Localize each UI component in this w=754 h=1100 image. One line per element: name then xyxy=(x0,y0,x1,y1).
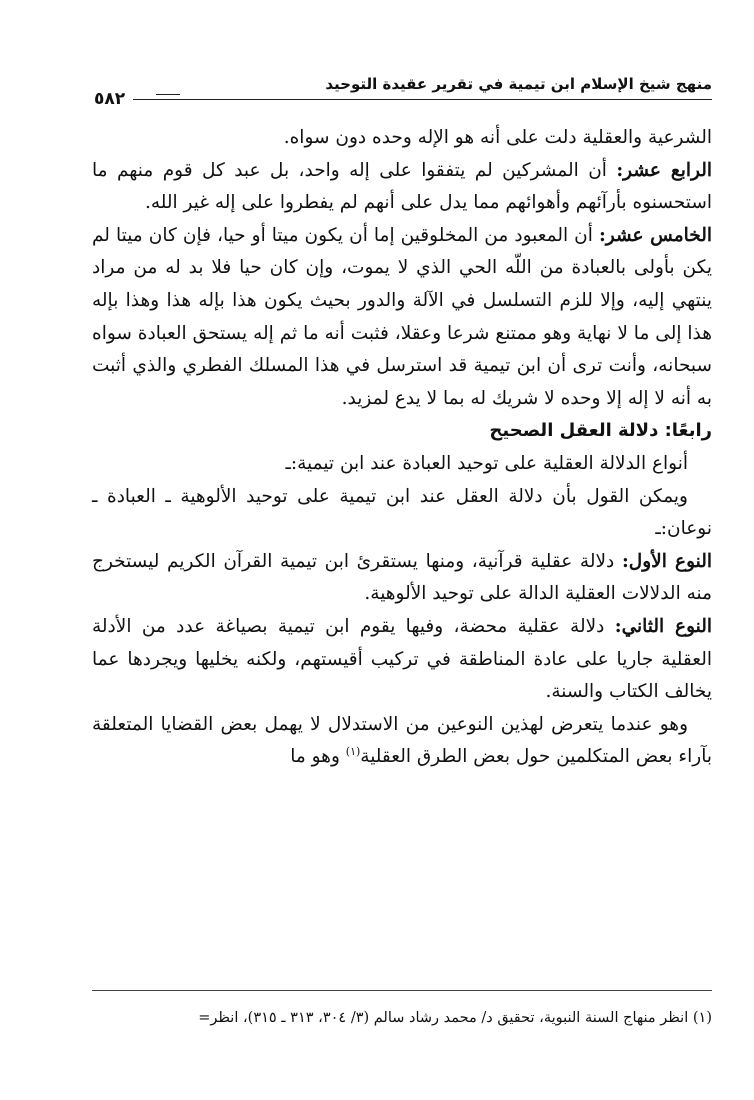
paragraph xyxy=(92,709,712,774)
paragraph xyxy=(92,155,712,220)
paragraph-text: الشرعية والعقلية دلت على أنه هو الإله وحده دون سواه. xyxy=(283,127,712,148)
footnote-reference[interactable]: (١) xyxy=(345,745,361,759)
running-title: منهج شيخ الإسلام ابن تيمية في تقرير عقيدة التوحيد xyxy=(325,75,712,93)
paragraph-text: أنواع الدلالة العقلية على توحيد العبادة عند ابن تيمية:ـ xyxy=(285,452,688,474)
paragraph-text: وهو ما xyxy=(290,746,346,768)
paragraph-text: أن المشركين لم يتفقوا على إله واحد، بل عبد كل قوم منهم ما استحسنوه بأرآئهم وأهوائهم مما يدل على أنهم لم يفطروا على إله غير الله. xyxy=(92,159,712,214)
paragraph-text: أن المعبود من المخلوقين إما أن يكون ميتا أو حيا، فإن كان ميتا لم يكن بأولى بالعبادة من اللّه الحي الذي لا يموت، وإن كان حيا فلا بد له من مراد ينتهي إليه، وإلا للزم التسلسل في الآلة والدور بحيث يكون هذا بإله هذا وهذا بإله هذا إلى ما لا نهاية وهو ممتنع شرعا وعقلا، فثبت أنه ما ثم إله يستحق العبادة سواه سبحانه، وأنت ترى أن ابن تيمية قد استرسل في هذا المسلك الفطري والذي أثبت به أنه لا إله إلا وحده لا شريك له بما لا يدع لمزيد. xyxy=(92,224,712,409)
paragraph-text: دلالة عقلية محضة، وفيها يقوم ابن تيمية بصياغة عدد من الأدلة العقلية جاريا على عادة المناطقة في تركيب أقيستهم، ولكنه يخليها ويجردها عما يخالف الكتاب والسنة. xyxy=(92,615,712,703)
paragraph-lead: النوع الثاني: xyxy=(614,615,712,637)
paragraph xyxy=(92,481,712,546)
paragraph-text: ويمكن القول بأن دلالة العقل عند ابن تيمية على توحيد الألوهية ـ العبادة ـ نوعان:ـ xyxy=(92,485,712,540)
page-number-dash xyxy=(156,99,180,100)
page-number: ٥٨٢ xyxy=(90,88,133,110)
body-text xyxy=(92,122,712,774)
header-rule xyxy=(90,99,712,100)
page-number-dash xyxy=(156,94,180,95)
paragraph-lead: الرابع عشر: xyxy=(616,159,712,181)
section-heading: رابعًا: دلالة العقل الصحيح xyxy=(489,420,712,442)
paragraph xyxy=(92,220,712,416)
paragraph xyxy=(92,448,712,481)
paragraph-text: وهو عندما يتعرض لهذين النوعين من الاستدلال لا يهمل بعض القضايا المتعلقة بآراء بعض المتكلمين حول بعض الطرق العقلية xyxy=(92,713,712,768)
paragraph xyxy=(92,611,712,709)
paragraph-lead: الخامس عشر: xyxy=(598,224,712,246)
page-header xyxy=(90,74,712,114)
paragraph xyxy=(92,122,712,155)
paragraph xyxy=(92,546,712,611)
footnote-rule xyxy=(92,990,712,991)
paragraph-lead: النوع الأول: xyxy=(621,550,712,572)
footnote: (١) انظر منهاج السنة النبوية، تحقيق د/ محمد رشاد سالم (٣/ ٣٠٤، ٣١٣ ـ ٣١٥)، انظر= xyxy=(198,1010,712,1026)
paragraph-text: دلالة عقلية قرآنية، ومنها يستقرئ ابن تيمية القرآن الكريم ليستخرج منه الدلالات العقلية الدالة على توحيد الألوهية. xyxy=(92,550,712,605)
